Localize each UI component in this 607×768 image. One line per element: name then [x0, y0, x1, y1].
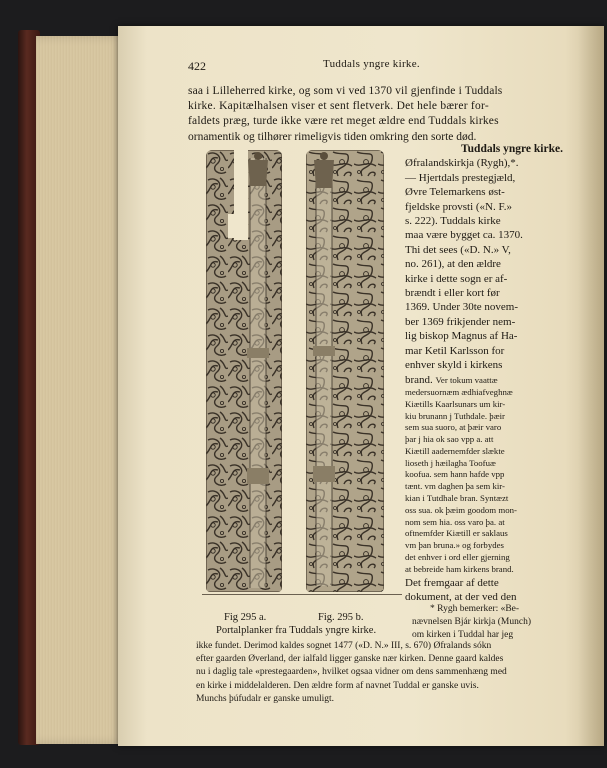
- text-line: Thi det sees («D. N.» V,: [405, 243, 511, 256]
- text-line: kirke. Kapitælhalsen viser et sent fletverk. Det hele bærer for-: [188, 100, 489, 113]
- footnote-line: ikke fundet. Derimod kaldes sognet 1477 («D. N.» III, s. 670) Øfralands sókn: [196, 641, 492, 651]
- quote-line: nom sem hia. oss varo þa. at: [405, 516, 505, 527]
- text-line: faldets præg, turde ikke være ret meget ældre end Tuddals kirkes: [188, 115, 499, 128]
- text-line: kirke i dette sogn er af-: [405, 272, 508, 285]
- quote-line: vm þan bruna.» og forbydes: [405, 540, 504, 551]
- quote-line: Kiætills Kaarlsunars um kir-: [405, 398, 506, 409]
- portal-plank-figures: [198, 150, 398, 602]
- book-page: [118, 26, 604, 746]
- quote-line: þar j hia ok sao vpp a. att: [405, 434, 494, 445]
- text-line: maa være bygget ca. 1370.: [405, 229, 523, 242]
- intro-paragraph: [188, 84, 564, 145]
- text-line: — Hjertdals prestegjæld,: [405, 171, 516, 184]
- footnote-line: Munchs þúfudalr er ganske umuligt.: [196, 693, 334, 704]
- quote-line: oftnemfder Kiætill er saklaus: [405, 528, 508, 539]
- text-line: ornamentik og tilhører rimeligvis tiden omkring den sorte død.: [188, 130, 477, 143]
- text-line: Øvre Telemarkens øst-: [405, 186, 505, 199]
- portal-plank-image-b: [306, 150, 384, 592]
- footnote-line: en kirke i middelalderen. Den ældre form af navnet Tuddal er ganske uvis.: [196, 680, 479, 691]
- figure-caption: Portalplanker fra Tuddals yngre kirke.: [216, 625, 377, 636]
- text-line: brændt i eller kort før: [405, 287, 500, 300]
- footnote-line: nævnelsen Bjár kirkja (Munch): [412, 617, 531, 627]
- footnote: [412, 603, 582, 642]
- text-line: 1369. Under 30te novem-: [405, 301, 519, 314]
- text-line-with-quote: [405, 373, 563, 387]
- quote-line: kian i Tutdhale bran. Syntæzt: [405, 493, 509, 504]
- figure-caption-b: Fig. 295 b.: [318, 612, 364, 623]
- text-line: lig biskop Magnus af Ha-: [405, 330, 518, 343]
- quote-line: kiu brunann j Tuthdale. þæir: [405, 410, 505, 421]
- footnote-line: efter gaarden Øverland, der ialfald ligger ganske nær kirken. Denne gaard kaldes: [196, 654, 504, 665]
- section-heading: Tuddals yngre kirke.: [461, 143, 563, 155]
- text-fragment: brand.: [405, 373, 433, 386]
- quote-line: at bebreide ham kirkens brand.: [405, 563, 514, 574]
- text-line: dokument, at der ved den: [405, 591, 517, 604]
- quote-line: det enhver i ord eller gjerning: [405, 552, 510, 563]
- footnote-line: * Rygh bemerker: «Be-: [430, 604, 520, 614]
- text-line: enhver skyld i kirkens: [405, 359, 503, 372]
- text-line: s. 222). Tuddals kirke: [405, 215, 501, 228]
- quote-line: koofua. sem hann hafde vpp: [405, 469, 505, 480]
- footnote-line: nu i daglig tale «prestegaarden», hvilket ogsaa vidner om dens sammenhæng med: [196, 667, 507, 678]
- text-line: fjeldske provsti («N. F.»: [405, 200, 512, 213]
- text-line: saa i Lilleherred kirke, og som vi ved 1370 vil gjenfinde i Tuddals: [188, 85, 503, 97]
- text-line: ber 1369 frikjender nem-: [405, 315, 516, 328]
- quote-line: medersuornæm ædhiafveghnæ: [405, 386, 513, 397]
- page-stack-edges: [36, 36, 126, 744]
- text-line: no. 261), at den ældre: [405, 258, 501, 271]
- text-line: Øfralandskirkja (Rygh),*.: [405, 157, 519, 170]
- figure-baseline-rule: [202, 594, 402, 595]
- page-number: 422: [188, 59, 206, 73]
- quote-line: sem sua suoro, at þæir varo: [405, 422, 502, 433]
- footnote-continuation: [196, 640, 578, 706]
- portal-plank-image-a: [206, 150, 282, 592]
- figure-caption-a: Fig 295 a.: [224, 612, 267, 623]
- text-line: mar Ketil Karlsson for: [405, 344, 505, 357]
- quote-line: tænt. vm daghen þa sem kir-: [405, 481, 505, 492]
- quote-line: lioseth j hæilagha Toofuæ: [405, 457, 496, 468]
- right-column-text: [405, 142, 563, 604]
- quote-line: oss sua. ok þæim goodom mon-: [405, 504, 517, 515]
- quote-line: Kiætill aadernemfder slækte: [405, 445, 505, 456]
- running-title: Tuddals yngre kirke.: [323, 58, 420, 70]
- quote-start: Ver tokum vaattæ: [435, 374, 498, 385]
- text-line: Det fremgaar af dette: [405, 576, 499, 589]
- footnote-line: om kirken i Tuddal har jeg: [412, 630, 514, 640]
